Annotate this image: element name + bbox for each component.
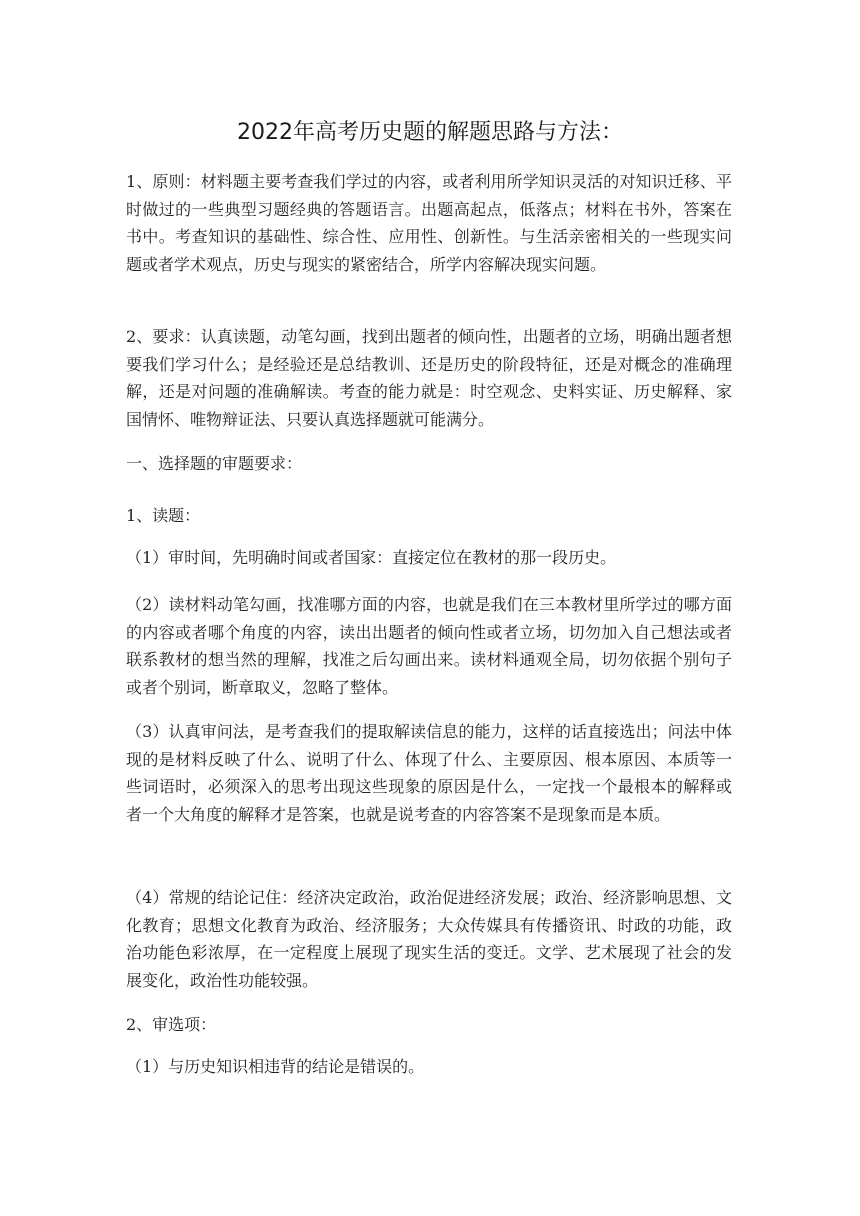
paragraph-requirements: 2、要求：认真读题，动笔勾画，找到出题者的倾向性，出题者的立场，明确出题者想要我们学习什么；是经验还是总结教训、还是历史的阶段特征，还是对概念的准确理解，还是对问题的准确解读。考查的能力就是：时空观念、史料实证、历史解释、家国情怀、唯物辩证法、只要认真选择题就可能满分。 [126, 327, 732, 429]
paragraph-principle: 1、原则：材料题主要考查我们学过的内容，或者利用所学知识灵活的对知识迁移、平时做过的一些典型习题经典的答题语言。出题高起点，低落点；材料在书外，答案在书中。考查知识的基础性、综合性、应用性、创新性。与生活亲密相关的一些现实问题或者学术观点，历史与现实的紧密结合，所学内容解决现实问题。 [126, 172, 732, 274]
subheading-review-options: 2、审选项： [126, 1015, 217, 1034]
paragraph-item-2: （2）读材料动笔勾画，找准哪方面的内容，也就是我们在三本教材里所学过的哪方面的内容或者哪个角度的内容，读出出题者的倾向性或者立场，切勿加入自己想法或者联系教材的想当然的理解，找准之后勾画出来。读材料通观全局，切勿依据个别句子或者个别词，断章取义，忽略了整体。 [126, 595, 732, 697]
paragraph-item-3: （3）认真审问法，是考查我们的提取解读信息的能力，这样的话直接选出；问法中体现的是材料反映了什么、说明了什么、体现了什么、主要原因、根本原因、本质等一些词语时，必须深入的思考出现这些现象的原因是什么，一定找一个最根本的解释或者一个大角度的解释才是答案，也就是说考查的内容答案不是现象而是本质。 [126, 722, 732, 824]
paragraph-item-1: （1）审时间，先明确时间或者国家：直接定位在教材的那一段历史。 [126, 548, 617, 567]
subheading-read-question: 1、读题： [126, 506, 201, 525]
paragraph-option-1: （1）与历史知识相违背的结论是错误的。 [126, 1057, 425, 1076]
section-heading-choice: 一、选择题的审题要求： [126, 454, 303, 473]
paragraph-item-4: （4）常规的结论记住：经济决定政治，政治促进经济发展；政治、经济影响思想、文化教育；思想文化教育为政治、经济服务；大众传媒具有传播资讯、时政的功能，政治功能色彩浓厚，在一定程度上展现了现实生活的变迁。文学、艺术展现了社会的发展变化，政治性功能较强。 [126, 888, 732, 990]
document-title: 2022年高考历史题的解题思路与方法： [237, 120, 623, 145]
